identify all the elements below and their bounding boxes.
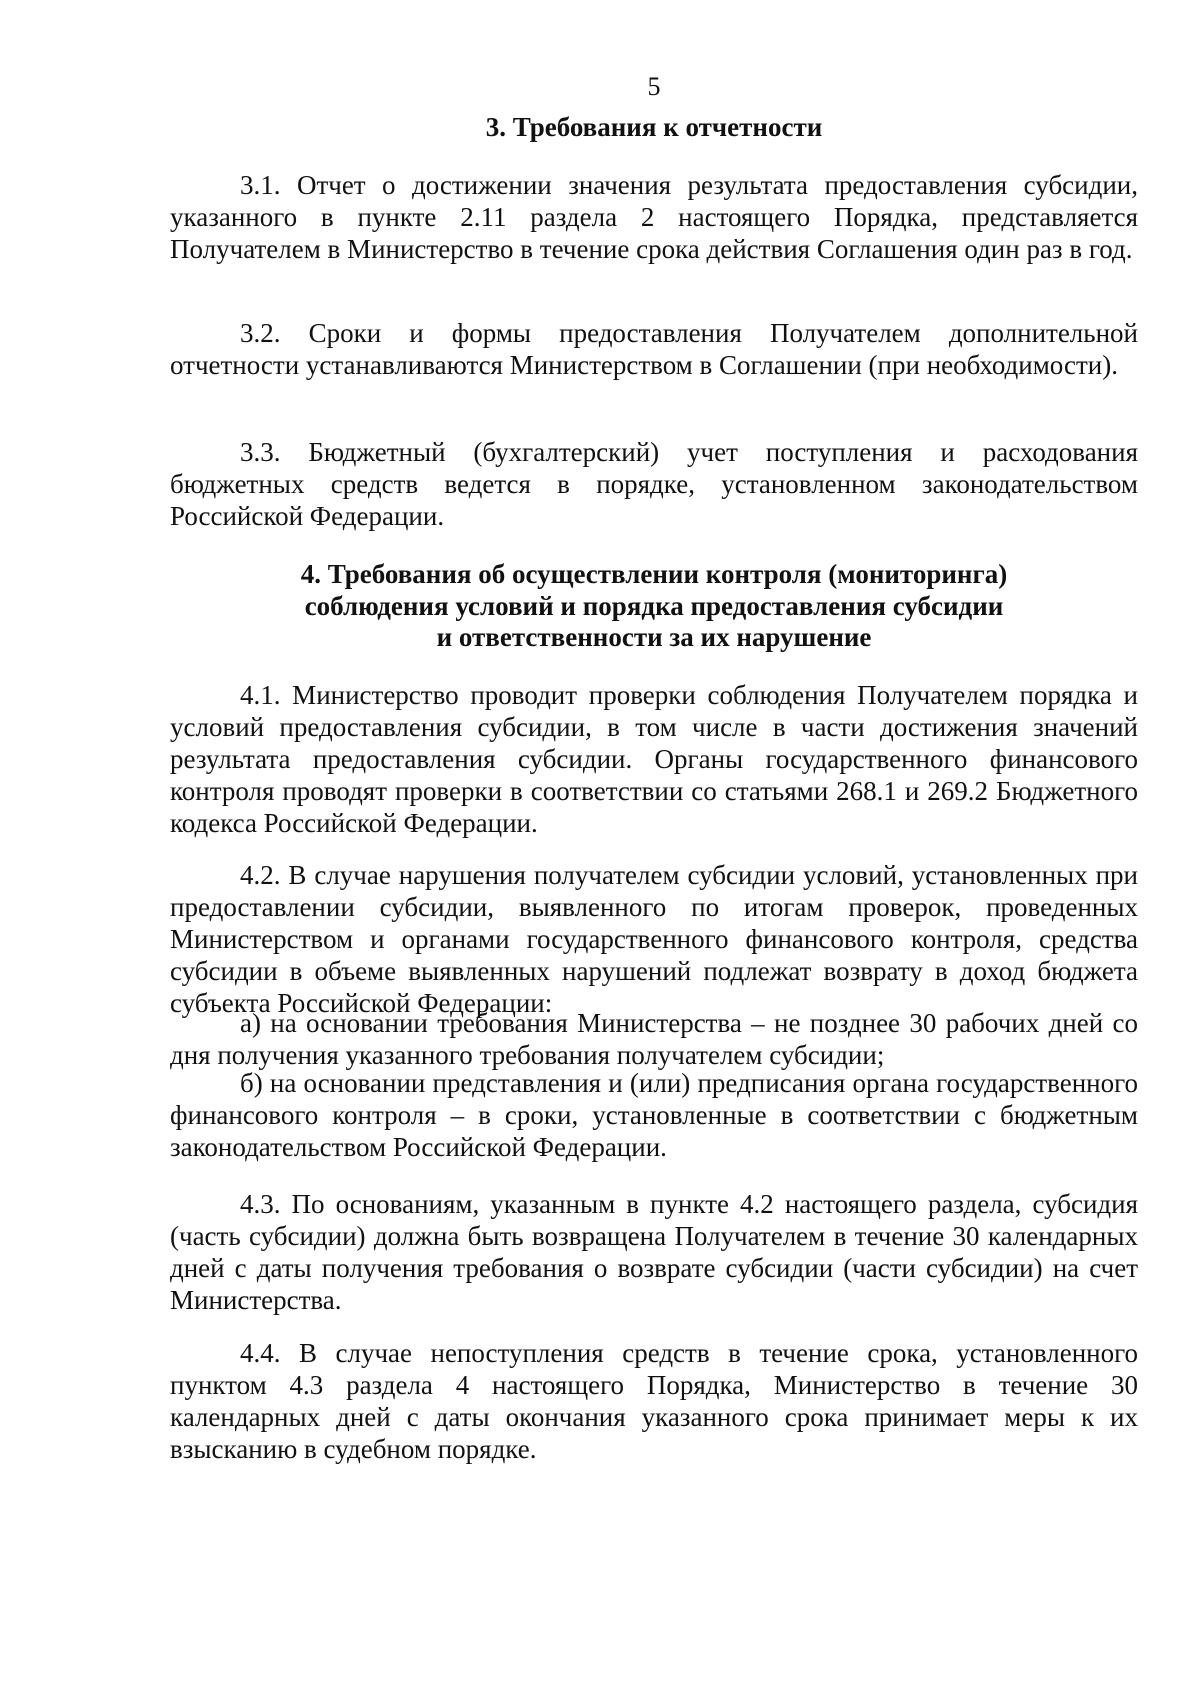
document-page [170,0,1138,1695]
paragraph-3-1: 3.1. Отчет о достижении значения результата предоставления субсидии, указанного в пункте 2.11 раздела 2 настоящего Порядка, представляется Получателем в Министерство в течение срока действия Соглашения один раз в год. [170,170,1138,264]
paragraph-3-2: 3.2. Сроки и формы предоставления Получателем дополнительной отчетности устанавливаются Министерством в Соглашении (при необходимости). [170,318,1138,380]
section-3-heading: 3. Требования к отчетности [485,112,823,142]
paragraph-4-1: 4.1. Министерство проводит проверки соблюдения Получателем порядка и условий предоставления субсидии, в том числе в части достижения значений результата предоставления субсидии. Органы государственного финансового контроля проводят проверки в соответствии со статьями 268.1 и 269.2 Бюджетного кодекса Российской Федерации. [170,680,1138,838]
paragraph-4-4: 4.4. В случае непоступления средств в течение срока, установленного пунктом 4.3 раздела 4 настоящего Порядка, Министерство в течение 30 календарных дней с даты окончания указанного срока принимает меры к их взысканию в судебном порядке. [170,1338,1138,1464]
paragraph-4-2-a: а) на основании требования Министерства – не позднее 30 рабочих дней со дня получения указанного требования получателем субсидии; [170,1008,1138,1070]
paragraph-4-2-b: б) на основании представления и (или) предписания органа государственного финансового контроля – в сроки, установленные в соответствии с бюджетным законодательством Российской Федерации. [170,1068,1138,1162]
paragraph-4-3: 4.3. По основаниям, указанным в пункте 4.2 настоящего раздела, субсидия (часть субсидии) должна быть возвращена Получателем в течение 30 календарных дней с даты получения требования о возврате субсидии (части субсидии) на счет Министерства. [170,1189,1138,1315]
section-4-heading-line-3: и ответственности за их нарушение [436,622,872,652]
page-number: 5 [647,72,661,101]
section-4-heading-line-2: соблюдения условий и порядка предоставления субсидии [304,591,1004,621]
paragraph-4-2: 4.2. В случае нарушения получателем субсидии условий, установленных при предоставлении субсидии, выявленного по итогам проверок, проведенных Министерством и органами государственного финансового контроля, средства субсидии в объеме выявленных нарушений подлежат возврату в доход бюджета субъекта Российской Федерации: [170,860,1138,1018]
paragraph-3-3: 3.3. Бюджетный (бухгалтерский) учет поступления и расходования бюджетных средств ведется в порядке, установленном законодательством Российской Федерации. [170,437,1138,531]
section-4-heading-line-1: 4. Требования об осуществлении контроля (мониторинга) [300,559,1008,589]
